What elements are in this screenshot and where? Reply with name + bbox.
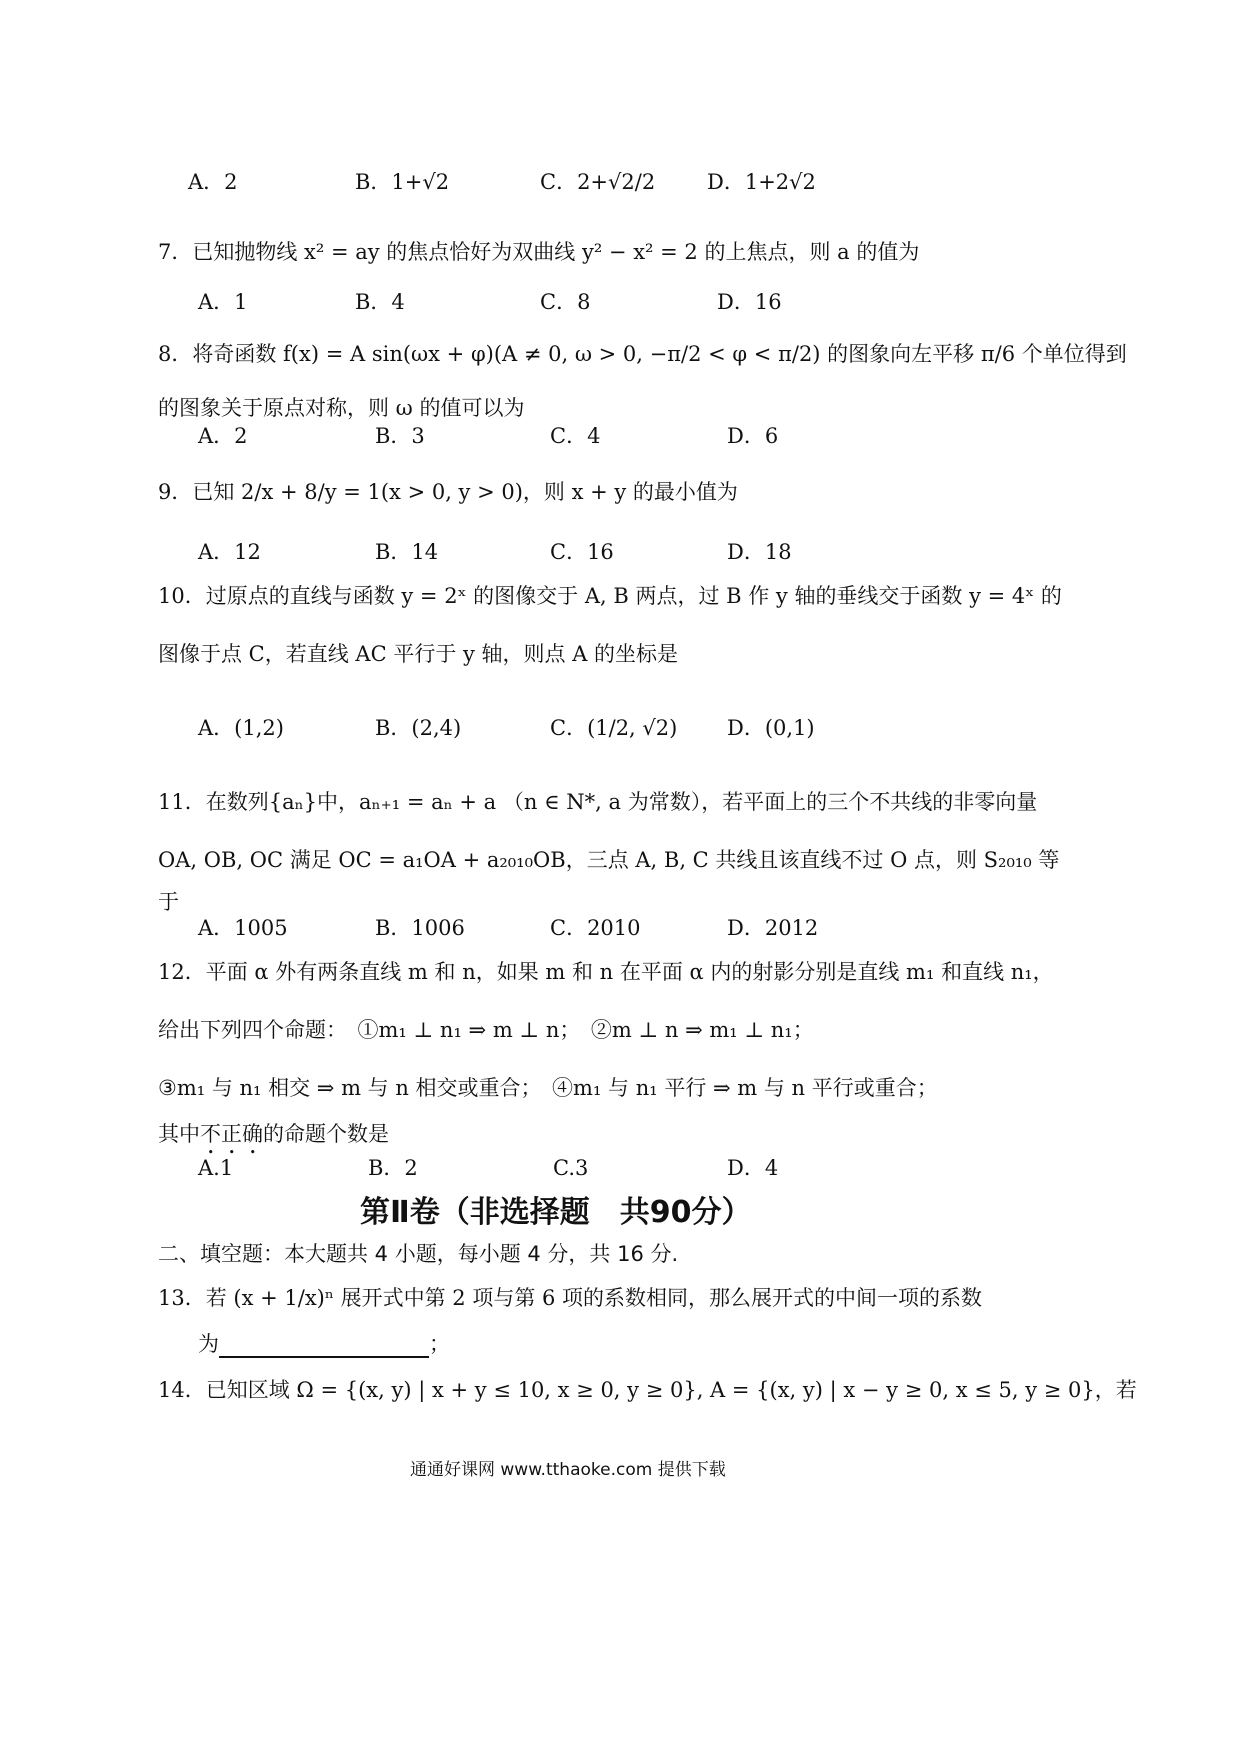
- q13-stem-prefix: 为: [198, 1332, 219, 1356]
- q10-option-a: A．(1,2): [198, 716, 284, 740]
- q12-stem-line1: 12．平面 α 外有两条直线 m 和 n，如果 m 和 n 在平面 α 内的射影分别是直线 m₁ 和直线 n₁，: [158, 960, 1054, 984]
- q8-option-b: B．3: [375, 424, 425, 448]
- q9-option-b: B．14: [375, 540, 439, 564]
- q7-option-d: D．16: [717, 290, 782, 314]
- q9-option-c: C．16: [550, 540, 614, 564]
- q10-option-c: C．(1/2, √2): [550, 716, 678, 740]
- q9-option-d: D．18: [727, 540, 792, 564]
- q13-stem-suffix: ；: [429, 1332, 450, 1356]
- q11-stem-line3: 于: [158, 890, 179, 914]
- q8-stem-line2: 的图象关于原点对称，则 ω 的值可以为: [158, 396, 525, 420]
- q12-stem-line4: [158, 1120, 389, 1159]
- q12-option-d: D．4: [727, 1156, 779, 1180]
- q6-option-c: C．2+√2/2: [540, 170, 656, 194]
- q13-stem-line2: [198, 1330, 450, 1358]
- q12-emphasis-not-correct: 不正确: [200, 1122, 263, 1146]
- q10-stem-line2: 图像于点 C，若直线 AC 平行于 y 轴，则点 A 的坐标是: [158, 642, 679, 666]
- q7-option-a: A．1: [198, 290, 248, 314]
- q13-stem-line1: 13．若 (x + 1/x)ⁿ 展开式中第 2 项与第 6 项的系数相同，那么展开式的中间一项的系数: [158, 1286, 983, 1310]
- q14-stem-line1: 14．已知区域 Ω = {(x, y) | x + y ≤ 10, x ≥ 0, y ≥ 0}, A = {(x, y) | x − y ≥ 0, x ≤ 5, y ≥ 0}，若: [158, 1378, 1137, 1402]
- section2-heading: 二、填空题：本大题共 4 小题，每小题 4 分，共 16 分.: [158, 1242, 679, 1266]
- q6-option-a: A．2: [188, 170, 238, 194]
- q9-stem: 9．已知 2/x + 8/y = 1(x > 0, y > 0)，则 x + y 的最小值为: [158, 480, 738, 504]
- q7-stem: 7．已知抛物线 x² = ay 的焦点恰好为双曲线 y² − x² = 2 的上焦点，则 a 的值为: [158, 240, 920, 264]
- q13-answer-blank[interactable]: [219, 1334, 429, 1358]
- q11-stem-line1: 11．在数列{aₙ}中，aₙ₊₁ = aₙ + a （n ∈ N*, a 为常数），若平面上的三个不共线的非零向量: [158, 790, 1038, 814]
- q11-option-d: D．2012: [727, 916, 819, 940]
- q7-option-b: B．4: [355, 290, 405, 314]
- q7-option-c: C．8: [540, 290, 591, 314]
- q11-option-c: C．2010: [550, 916, 641, 940]
- q8-option-a: A．2: [198, 424, 248, 448]
- q10-option-b: B．(2,4): [375, 716, 462, 740]
- q12-stem-line3: ③m₁ 与 n₁ 相交 ⇒ m 与 n 相交或重合； ④m₁ 与 n₁ 平行 ⇒ m 与 n 平行或重合；: [158, 1076, 938, 1100]
- q6-option-d: D．1+2√2: [707, 170, 816, 194]
- q8-option-d: D．6: [727, 424, 779, 448]
- q12-option-c: C.3: [553, 1156, 589, 1180]
- q6-option-b: B．1+√2: [355, 170, 450, 194]
- q12-stem-line4-suffix: 的命题个数是: [263, 1122, 389, 1146]
- q8-option-c: C．4: [550, 424, 601, 448]
- q10-stem-line1: 10．过原点的直线与函数 y = 2ˣ 的图像交于 A, B 两点，过 B 作 y 轴的垂线交于函数 y = 4ˣ 的: [158, 584, 1062, 608]
- q12-stem-line2: 给出下列四个命题： ①m₁ ⊥ n₁ ⇒ m ⊥ n； ②m ⊥ n ⇒ m₁ ⊥ n₁；: [158, 1018, 814, 1042]
- q8-stem-line1: 8．将奇函数 f(x) = A sin(ωx + φ)(A ≠ 0, ω > 0, −π/2 < φ < π/2) 的图象向左平移 π/6 个单位得到: [158, 342, 1127, 366]
- q11-option-b: B．1006: [375, 916, 465, 940]
- q12-option-b: B．2: [368, 1156, 418, 1180]
- q11-option-a: A．1005: [198, 916, 288, 940]
- q12-stem-line4-prefix: 其中: [158, 1122, 200, 1146]
- part2-title: 第Ⅱ卷（非选择题 共90分）: [360, 1195, 752, 1230]
- q10-option-d: D．(0,1): [727, 716, 815, 740]
- footer-source: 通通好课网 www.tthaoke.com 提供下载: [410, 1460, 726, 1480]
- q12-option-a: A.1: [198, 1156, 234, 1180]
- q11-stem-line2: OA, OB, OC 满足 OC = a₁OA + a₂₀₁₀OB，三点 A, B, C 共线且该直线不过 O 点，则 S₂₀₁₀ 等: [158, 848, 1060, 872]
- q9-option-a: A．12: [198, 540, 261, 564]
